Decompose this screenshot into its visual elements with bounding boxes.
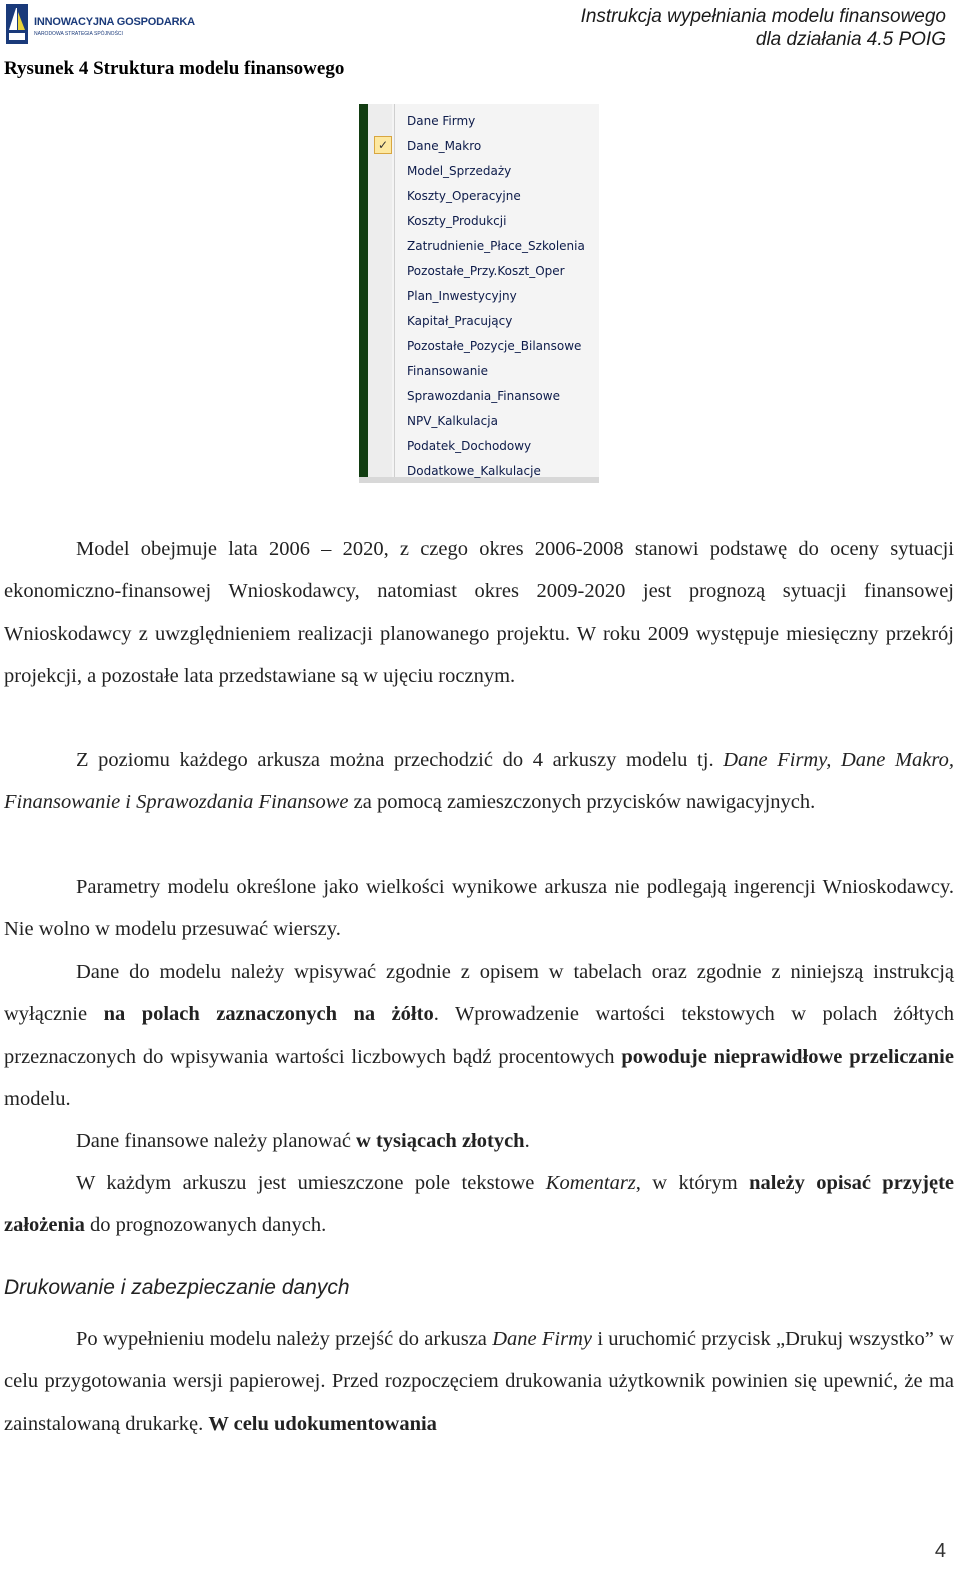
menu-item-label: Dane_Makro <box>407 139 482 153</box>
menu-item-label: Podatek_Dochodowy <box>407 439 532 453</box>
paragraph-text <box>4 739 954 824</box>
menu-item-label: Kapitał_Pracujący <box>407 314 513 328</box>
paragraph-text <box>4 951 954 1121</box>
paragraph-currency-units <box>4 1120 954 1162</box>
menu-item-label: Koszty_Produkcji <box>407 214 507 228</box>
menu-item-label: NPV_Kalkulacja <box>407 414 498 428</box>
menu-item[interactable] <box>359 134 599 159</box>
page-number: 4 <box>934 1540 946 1562</box>
header-title-line-1: Instrukcja wypełniania modelu finansowego <box>580 6 946 27</box>
text-span: . <box>524 1130 530 1152</box>
menu-item[interactable] <box>359 234 599 259</box>
menu-item[interactable] <box>359 409 599 434</box>
paragraph-comment-field <box>4 1162 954 1247</box>
menu-item[interactable] <box>359 334 599 359</box>
menu-item[interactable] <box>359 159 599 184</box>
paragraph-model-scope <box>4 528 954 698</box>
menu-item[interactable] <box>359 184 599 209</box>
italic-sheet-names: Dane Firmy, Dane Makro, Finansowanie i Sprawozdania Finansowe <box>4 749 954 814</box>
bold-thousands-zloty: w tysiącach złotych <box>356 1130 525 1152</box>
menu-item-label: Zatrudnienie_Płace_Szkolenia <box>407 239 585 253</box>
text-span: W każdym arkuszu jest umieszczone pole tekstowe <box>76 1172 546 1194</box>
bold-describe-assumptions: należy opisać przyjęte założenia <box>4 1172 955 1237</box>
menu-item-label: Koszty_Operacyjne <box>407 189 521 203</box>
menu-item[interactable] <box>359 384 599 409</box>
text-span: Dane finansowe należy planować <box>76 1130 357 1152</box>
menu-item[interactable] <box>359 284 599 309</box>
menu-item-label: Pozostałe_Pozycje_Bilansowe <box>407 339 582 353</box>
menu-item[interactable] <box>359 259 599 284</box>
menu-item[interactable] <box>359 434 599 459</box>
bold-yellow-fields: na polach zaznaczonych na żółto <box>103 1003 434 1026</box>
text-span: i uruchomić przycisk „Drukuj wszystko” w celu przygotowania wersji papierowej. Przed rozpoczęciem drukowania użytkownik powinien się upewnić, że ma zainstalowaną drukarkę. <box>4 1328 954 1435</box>
italic-komentarz: Komentarz <box>545 1172 636 1194</box>
text-span: Po wypełnieniu modelu należy przejść do arkusza <box>76 1328 493 1350</box>
menu-item-label: Sprawozdania_Finansowe <box>407 389 560 403</box>
document-header-title <box>581 5 946 51</box>
section-heading-printing: Drukowanie i zabezpieczanie danych <box>4 1276 350 1299</box>
menu-item-label: Model_Sprzedaży <box>407 164 512 178</box>
text-span: Dane do modelu należy wpisywać zgodnie z opisem w tabelach oraz zgodnie z niniejszą instrukcją wyłącznie <box>4 961 954 1026</box>
paragraph-data-entry <box>4 951 954 1121</box>
sheet-menu-list <box>359 109 599 483</box>
bold-incorrect-calculation: powoduje nieprawidłowe przeliczanie <box>621 1045 954 1068</box>
text-span: Z poziomu każdego arkusza można przechodzić do 4 arkuszy modelu tj. <box>76 749 724 771</box>
menu-item-label: Plan_Inwestycyjny <box>407 289 517 303</box>
menu-item-label: Dane Firmy <box>407 114 476 128</box>
logo-tagline: NARODOWA STRATEGIA SPÓJNOŚCI <box>34 31 123 37</box>
text-span: modelu. <box>4 1088 71 1111</box>
text-span: do prognozowanych danych. <box>84 1214 327 1237</box>
menu-item[interactable] <box>359 359 599 384</box>
menu-item[interactable] <box>359 309 599 334</box>
menu-item[interactable] <box>359 109 599 134</box>
eu-flag-icon <box>6 4 28 44</box>
paragraph-navigation <box>4 739 954 824</box>
figure-caption: Rysunek 4 Struktura modelu finansowego <box>4 58 345 79</box>
sheet-navigation-menu-screenshot <box>359 104 599 483</box>
paragraph-text <box>4 1120 954 1162</box>
menu-item[interactable] <box>359 209 599 234</box>
text-span: za pomocą zamieszczonych przycisków nawigacyjnych. <box>348 791 816 814</box>
innowacyjna-gospodarka-logo <box>6 4 195 46</box>
paragraph-text <box>4 1162 954 1247</box>
header-title-line-2: dla działania 4.5 POIG <box>755 29 946 50</box>
text-span: . Wprowadzenie wartości tekstowych w polach żółtych przeznaczonych do wpisywania wartości liczbowych bądź procentowych <box>4 1003 955 1068</box>
menu-item-label: Pozostałe_Przy.Koszt_Oper <box>407 264 565 278</box>
menu-item-label: Dodatkowe_Kalkulacje <box>407 464 541 478</box>
paragraph-parameters <box>4 866 954 951</box>
paragraph-text: Model obejmuje lata 2006 – 2020, z czego okres 2006-2008 stanowi podstawę do oceny sytuacji ekonomiczno-finansowej Wnioskodawcy, natomiast okres 2009-2020 jest prognozą sytuacji finansowej Wnioskodawcy z uwzględnieniem realizacji planowanego projektu. W roku 2009 występuje miesięczny przekrój projekcji, a pozostałe lata przedstawiane są w ujęciu rocznym. <box>4 538 954 688</box>
paragraph-text: Parametry modelu określone jako wielkości wynikowe arkusza nie podlegają ingerencji Wnioskodawcy. Nie wolno w modelu przesuwać wierszy. <box>4 876 954 941</box>
checkmark-icon: ✓ <box>374 136 392 154</box>
menu-item[interactable] <box>359 459 599 483</box>
text-span: , w którym <box>635 1172 750 1194</box>
paragraph-printing <box>4 1318 954 1445</box>
logo-name: INNOWACYJNA GOSPODARKA <box>34 16 195 28</box>
menu-item-label: Finansowanie <box>407 364 489 378</box>
italic-dane-firmy: Dane Firmy <box>492 1328 593 1350</box>
bold-documentation: W celu udokumentowania <box>208 1412 437 1435</box>
paragraph-text <box>4 1318 954 1445</box>
